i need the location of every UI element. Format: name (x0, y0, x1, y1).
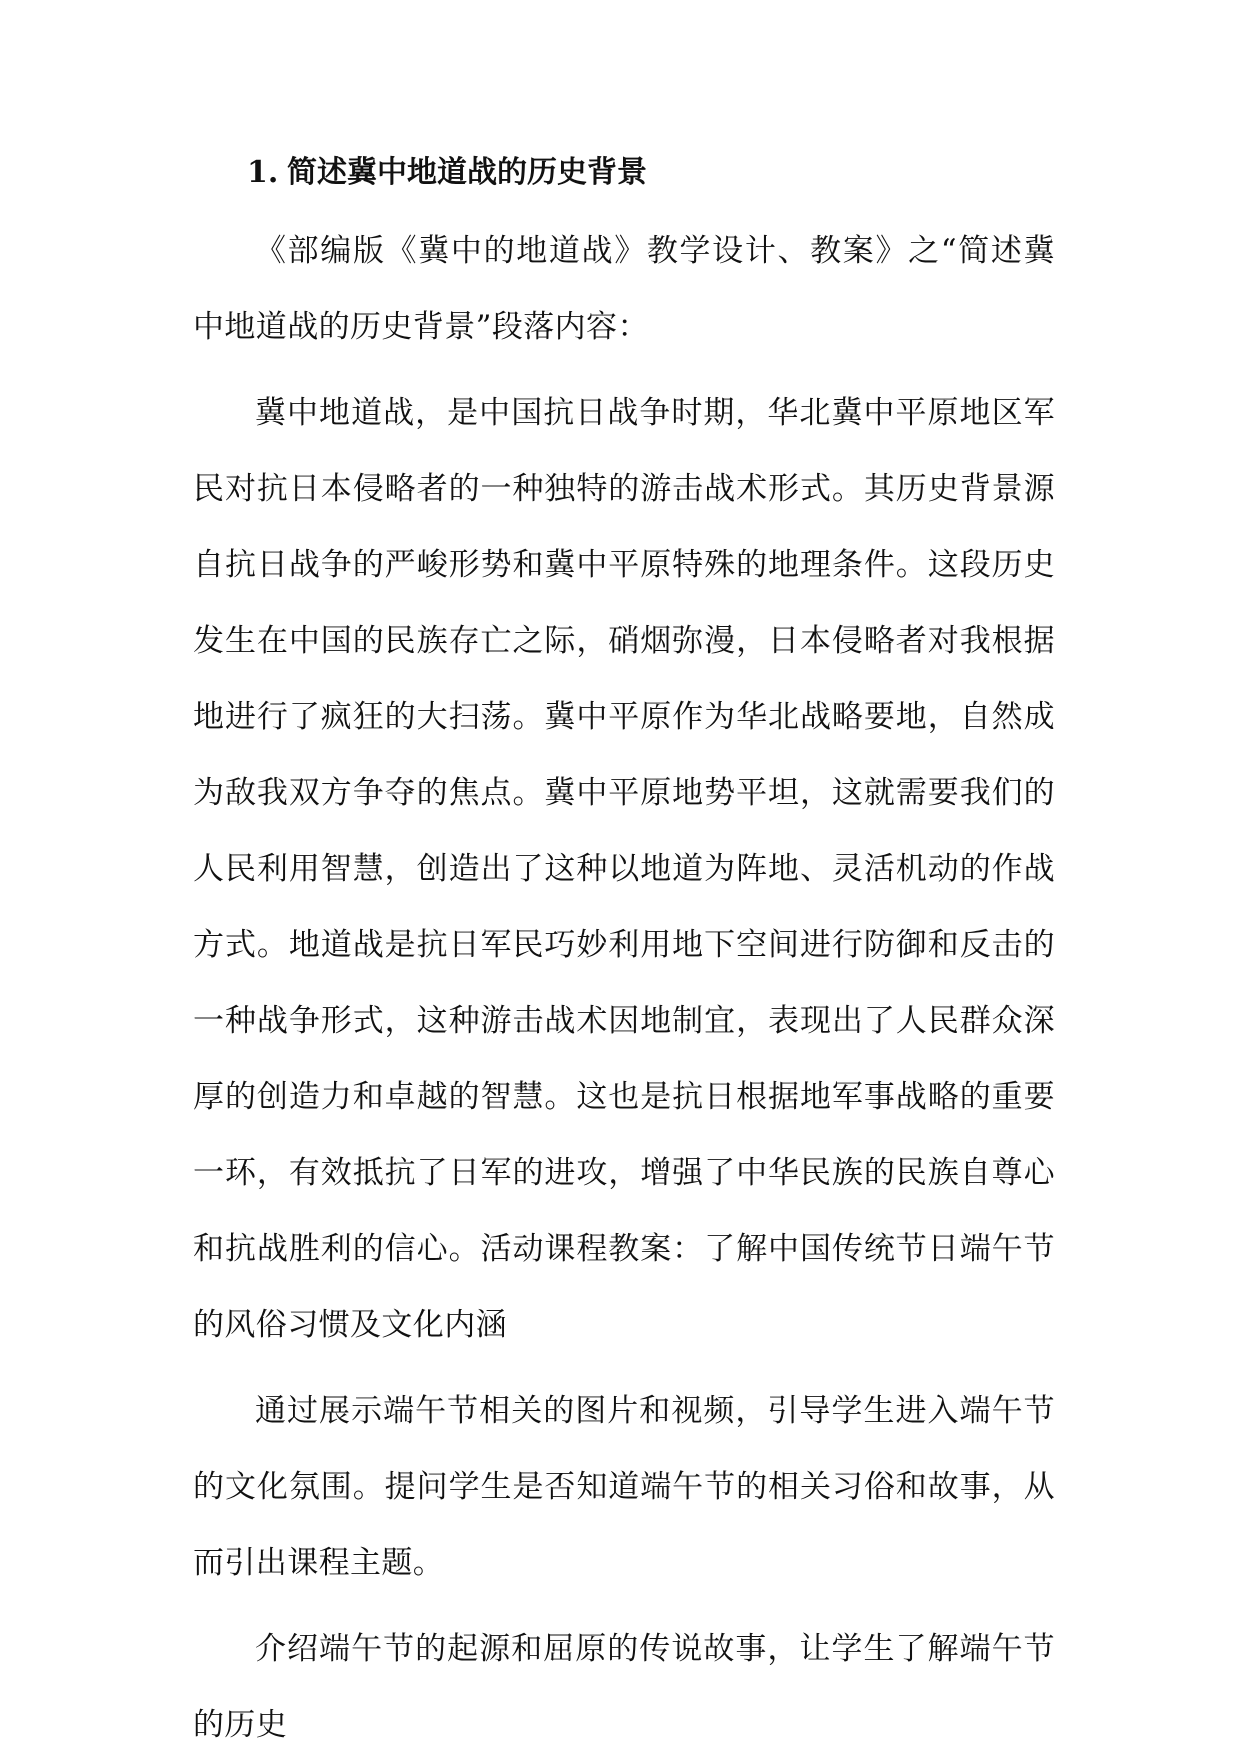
intro-paragraph: 《部编版《冀中的地道战》教学设计、教案》之“简述冀中地道战的历史背景”段落内容： (193, 233, 1055, 345)
section-number: 1. (247, 155, 279, 190)
festival-intro-paragraph: 通过展示端午节相关的图片和视频，引导学生进入端午节的文化氛围。提问学生是否知道端午节的相关习俗和故事，从而引出课程主题。 (193, 1393, 1055, 1581)
background-paragraph: 冀中地道战，是中国抗日战争时期，华北冀中平原地区军民对抗日本侵略者的一种独特的游击战术形式。其历史背景源自抗日战争的严峻形势和冀中平原特殊的地理条件。这段历史发生在中国的民族存亡之际，硝烟弥漫，日本侵略者对我根据地进行了疯狂的大扫荡。冀中平原作为华北战略要地，自然成为敌我双方争夺的焦点。冀中平原地势平坦，这就需要我们的人民利用智慧，创造出了这种以地道为阵地、灵活机动的作战方式。地道战是抗日军民巧妙利用地下空间进行防御和反击的一种战争形式，这种游击战术因地制宜，表现出了人民群众深厚的创造力和卓越的智慧。这也是抗日根据地军事战略的重要一环，有效抵抗了日军的进攻，增强了中华民族的民族自尊心和抗战胜利的信心。活动课程教案：了解中国传统节日端午节的风俗习惯及文化内涵 (193, 395, 1055, 1343)
festival-origin-paragraph: 介绍端午节的起源和屈原的传说故事，让学生了解端午节的历史 (193, 1631, 1055, 1743)
section-title: 简述冀中地道战的历史背景 (287, 155, 647, 190)
text-column (193, 138, 1055, 1763)
section-heading (193, 138, 1055, 208)
